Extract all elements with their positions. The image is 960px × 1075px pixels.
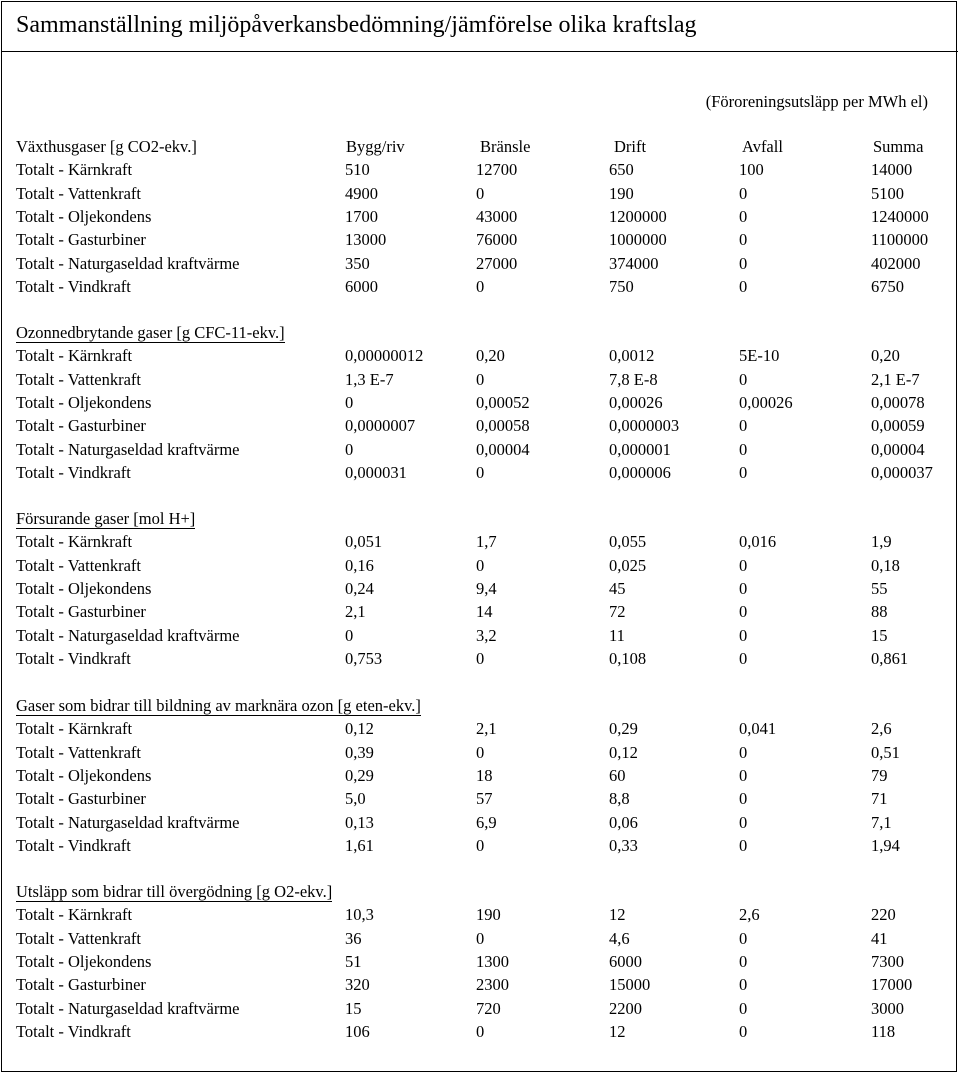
row-label: Totalt - Oljekondens: [16, 765, 152, 785]
table-cell: 0,025: [609, 555, 647, 575]
table-cell: 0: [345, 625, 354, 645]
table-cell: 1100000: [871, 230, 929, 250]
table-cell: 0: [476, 928, 485, 948]
row-label: Totalt - Naturgaseldad kraftvärme: [16, 812, 240, 832]
table-row: [2, 252, 958, 275]
table-cell: 0: [476, 1021, 485, 1041]
table-cell: 4900: [345, 183, 378, 203]
table-cell: 2,6: [871, 719, 892, 739]
table-row: [2, 997, 958, 1020]
table-cell: 0,29: [609, 719, 638, 739]
table-cell: 55: [871, 578, 888, 598]
section-heading-text: Försurande gaser [mol H+]: [16, 509, 196, 528]
document-frame: [1, 1, 957, 1072]
row-label: Totalt - Vattenkraft: [16, 928, 141, 948]
table-cell: 0: [476, 369, 485, 389]
table-cell: 0,00078: [871, 392, 925, 412]
table-cell: 0: [739, 183, 748, 203]
table-cell: 0: [739, 578, 748, 598]
table-cell: 2,1: [476, 719, 497, 739]
row-label: Totalt - Gasturbiner: [16, 230, 146, 250]
section-heading-text: Utsläpp som bidrar till övergödning [g O2-ekv.]: [16, 882, 333, 901]
table-row: [2, 787, 958, 810]
table-cell: 14000: [871, 160, 913, 180]
table-cell: 2,6: [739, 905, 760, 925]
table-cell: 7,1: [871, 812, 892, 832]
column-header: Bygg/riv: [346, 137, 405, 156]
table-cell: 1700: [345, 206, 378, 226]
table-cell: 0: [739, 439, 748, 459]
table-cell: 7300: [871, 951, 904, 971]
table-cell: 12700: [476, 160, 518, 180]
row-label: Totalt - Naturgaseldad kraftvärme: [16, 998, 240, 1018]
table-cell: 10,3: [345, 905, 374, 925]
table-cell: 0,33: [609, 835, 638, 855]
table-cell: 88: [871, 602, 888, 622]
table-cell: 0,16: [345, 555, 374, 575]
table-cell: 0,00000012: [345, 346, 424, 366]
table-row: [2, 811, 958, 834]
table-cell: 9,4: [476, 578, 497, 598]
table-cell: 0,000001: [609, 439, 671, 459]
column-header-row: [2, 135, 958, 158]
section-heading-text: Gaser som bidrar till bildning av marknära ozon [g eten-ekv.]: [16, 696, 421, 715]
table-cell: 3000: [871, 998, 904, 1018]
table-cell: 0,055: [609, 532, 647, 552]
table-cell: 0,00004: [476, 439, 530, 459]
table-cell: 0,12: [609, 742, 638, 762]
table-cell: 57: [476, 789, 493, 809]
table-cell: 0,753: [345, 648, 383, 668]
section-heading: [16, 507, 195, 530]
table-cell: 0: [739, 975, 748, 995]
table-cell: 11: [609, 625, 625, 645]
table-row: [2, 764, 958, 787]
table-cell: 190: [609, 183, 634, 203]
row-label: Totalt - Vattenkraft: [16, 183, 141, 203]
table-cell: 15: [345, 998, 362, 1018]
table-cell: 0,016: [739, 532, 777, 552]
table-cell: 374000: [609, 253, 659, 273]
table-cell: 6000: [609, 951, 642, 971]
table-cell: 0,051: [345, 532, 383, 552]
table-row: [2, 344, 958, 367]
row-label: Totalt - Vattenkraft: [16, 555, 141, 575]
table-row: [2, 741, 958, 764]
table-row: [2, 368, 958, 391]
section-heading: [16, 694, 421, 717]
table-cell: 0: [345, 392, 354, 412]
table-cell: 1,61: [345, 835, 374, 855]
column-header: Avfall: [742, 137, 783, 156]
table-cell: 4,6: [609, 928, 630, 948]
table-cell: 750: [609, 276, 634, 296]
table-row: [2, 600, 958, 623]
row-label: Totalt - Vindkraft: [16, 835, 131, 855]
table-cell: 0,00052: [476, 392, 530, 412]
table-row: [2, 927, 958, 950]
page-title: Sammanställning miljöpåverkansbedömning/jämförelse olika kraftslag: [16, 12, 697, 38]
table-cell: 41: [871, 928, 888, 948]
row-label: Totalt - Vindkraft: [16, 276, 131, 296]
row-label: Totalt - Oljekondens: [16, 951, 152, 971]
table-cell: 0,041: [739, 719, 777, 739]
table-cell: 0,51: [871, 742, 900, 762]
table-cell: 0: [739, 951, 748, 971]
table-cell: 0: [476, 742, 485, 762]
row-label: Totalt - Vattenkraft: [16, 369, 141, 389]
table-cell: 1200000: [609, 206, 667, 226]
table-cell: 118: [871, 1021, 896, 1041]
table-cell: 0,0000007: [345, 416, 416, 436]
table-cell: 0,00026: [739, 392, 793, 412]
row-label: Totalt - Kärnkraft: [16, 346, 133, 366]
table-cell: 0: [739, 369, 748, 389]
table-cell: 1,94: [871, 835, 900, 855]
table-cell: 17000: [871, 975, 913, 995]
table-cell: 0: [476, 555, 485, 575]
table-cell: 36: [345, 928, 362, 948]
row-label: Totalt - Kärnkraft: [16, 160, 133, 180]
table-cell: 7,8 E-8: [609, 369, 658, 389]
table-cell: 0: [739, 253, 748, 273]
table-row: [2, 577, 958, 600]
table-row: [2, 624, 958, 647]
table-row: [2, 1020, 958, 1043]
table-cell: 0: [739, 555, 748, 575]
table-row: [2, 530, 958, 553]
table-row: [2, 461, 958, 484]
table-cell: 0,24: [345, 578, 374, 598]
table-cell: 190: [476, 905, 501, 925]
table-cell: 0,108: [609, 648, 647, 668]
table-row: [2, 554, 958, 577]
table-cell: 60: [609, 765, 626, 785]
table-row: [2, 158, 958, 181]
table-cell: 106: [345, 1021, 370, 1041]
table-cell: 220: [871, 905, 896, 925]
table-cell: 0,20: [871, 346, 900, 366]
table-cell: 5,0: [345, 789, 366, 809]
table-row: [2, 438, 958, 461]
column-header: Bränsle: [480, 137, 531, 156]
table-cell: 0,000006: [609, 462, 671, 482]
table-row: [2, 903, 958, 926]
table-cell: 0: [739, 835, 748, 855]
table-row: [2, 834, 958, 857]
section-heading-text: Ozonnedbrytande gaser [g CFC-11-ekv.]: [16, 323, 285, 342]
row-label: Totalt - Kärnkraft: [16, 532, 133, 552]
table-cell: 1300: [476, 951, 509, 971]
table-cell: 0: [739, 789, 748, 809]
table-cell: 76000: [476, 230, 518, 250]
table-cell: 0,39: [345, 742, 374, 762]
table-cell: 8,8: [609, 789, 630, 809]
row-label: Totalt - Kärnkraft: [16, 905, 133, 925]
table-cell: 0: [476, 835, 485, 855]
table-cell: 1,3 E-7: [345, 369, 394, 389]
table-row: [2, 973, 958, 996]
table-row: [2, 391, 958, 414]
table-cell: 2,1 E-7: [871, 369, 920, 389]
table-cell: 0,29: [345, 765, 374, 785]
section-heading: [16, 880, 332, 903]
table-cell: 5E-10: [739, 346, 780, 366]
table-cell: 720: [476, 998, 501, 1018]
table-cell: 6750: [871, 276, 904, 296]
table-cell: 51: [345, 951, 362, 971]
table-cell: 0: [739, 648, 748, 668]
unit-note: (Föroreningsutsläpp per MWh el): [705, 92, 928, 111]
row-label: Totalt - Naturgaseldad kraftvärme: [16, 253, 240, 273]
row-label: Totalt - Vindkraft: [16, 648, 131, 668]
table-cell: 43000: [476, 206, 518, 226]
table-row: [2, 228, 958, 251]
column-header: Drift: [614, 137, 647, 156]
section-heading: Växthusgaser [g CO2-ekv.]: [16, 137, 197, 156]
row-label: Totalt - Gasturbiner: [16, 602, 146, 622]
table-cell: 0: [739, 812, 748, 832]
table-cell: 0: [739, 206, 748, 226]
table-cell: 0,06: [609, 812, 638, 832]
table-cell: 1000000: [609, 230, 667, 250]
table-cell: 0: [739, 602, 748, 622]
table-cell: 27000: [476, 253, 518, 273]
table-cell: 13000: [345, 230, 387, 250]
table-cell: 2200: [609, 998, 642, 1018]
table-cell: 0,00026: [609, 392, 663, 412]
table-cell: 15: [871, 625, 888, 645]
table-cell: 0,000037: [871, 462, 933, 482]
table-row: [2, 205, 958, 228]
table-cell: 12: [609, 905, 626, 925]
row-label: Totalt - Gasturbiner: [16, 789, 146, 809]
row-label: Totalt - Naturgaseldad kraftvärme: [16, 439, 240, 459]
table-cell: 0: [739, 230, 748, 250]
table-row: [2, 275, 958, 298]
table-cell: 350: [345, 253, 370, 273]
row-label: Totalt - Oljekondens: [16, 578, 152, 598]
table-cell: 0: [476, 648, 485, 668]
table-cell: 2,1: [345, 602, 366, 622]
table-cell: 1,7: [476, 532, 497, 552]
table-cell: 1,9: [871, 532, 892, 552]
table-cell: 15000: [609, 975, 651, 995]
table-cell: 0: [476, 183, 485, 203]
table-cell: 402000: [871, 253, 921, 273]
table-cell: 320: [345, 975, 370, 995]
table-cell: 0: [739, 1021, 748, 1041]
table-cell: 650: [609, 160, 634, 180]
table-cell: 0,18: [871, 555, 900, 575]
table-cell: 6,9: [476, 812, 497, 832]
table-cell: 100: [739, 160, 764, 180]
table-cell: 3,2: [476, 625, 497, 645]
table-cell: 18: [476, 765, 493, 785]
table-cell: 0,12: [345, 719, 374, 739]
table-cell: 0,00004: [871, 439, 925, 459]
table-cell: 0,00058: [476, 416, 530, 436]
table-cell: 72: [609, 602, 626, 622]
table-row: [2, 647, 958, 670]
table-cell: 2300: [476, 975, 509, 995]
table-cell: 0: [739, 928, 748, 948]
table-cell: 5100: [871, 183, 904, 203]
table-cell: 0: [476, 276, 485, 296]
row-label: Totalt - Vindkraft: [16, 462, 131, 482]
table-row: [2, 717, 958, 740]
row-label: Totalt - Gasturbiner: [16, 975, 146, 995]
row-label: Totalt - Vattenkraft: [16, 742, 141, 762]
table-cell: 14: [476, 602, 493, 622]
table-cell: 45: [609, 578, 626, 598]
table-cell: 0: [739, 625, 748, 645]
table-cell: 0: [345, 439, 354, 459]
column-header: Summa: [873, 137, 924, 156]
table-cell: 510: [345, 160, 370, 180]
table-row: [2, 950, 958, 973]
table-cell: 6000: [345, 276, 378, 296]
table-cell: 0,13: [345, 812, 374, 832]
row-label: Totalt - Gasturbiner: [16, 416, 146, 436]
table-cell: 0: [739, 276, 748, 296]
table-cell: 12: [609, 1021, 626, 1041]
table-cell: 0: [739, 765, 748, 785]
row-label: Totalt - Kärnkraft: [16, 719, 133, 739]
table-cell: 0,20: [476, 346, 505, 366]
row-label: Totalt - Oljekondens: [16, 392, 152, 412]
table-cell: 0,0000003: [609, 416, 680, 436]
title-bar: [2, 2, 958, 52]
table-cell: 0,000031: [345, 462, 407, 482]
table-cell: 0: [739, 742, 748, 762]
row-label: Totalt - Oljekondens: [16, 206, 152, 226]
table-row: [2, 182, 958, 205]
table-cell: 0,861: [871, 648, 909, 668]
section-heading: [16, 321, 285, 344]
table-cell: 0: [739, 462, 748, 482]
table-cell: 0: [739, 416, 748, 436]
row-label: Totalt - Naturgaseldad kraftvärme: [16, 625, 240, 645]
table-cell: 79: [871, 765, 888, 785]
table-cell: 0: [476, 462, 485, 482]
table-cell: 0,00059: [871, 416, 925, 436]
row-label: Totalt - Vindkraft: [16, 1021, 131, 1041]
table-row: [2, 414, 958, 437]
table-cell: 71: [871, 789, 888, 809]
table-cell: 0: [739, 998, 748, 1018]
table-cell: 1240000: [871, 206, 929, 226]
table-cell: 0,0012: [609, 346, 655, 366]
